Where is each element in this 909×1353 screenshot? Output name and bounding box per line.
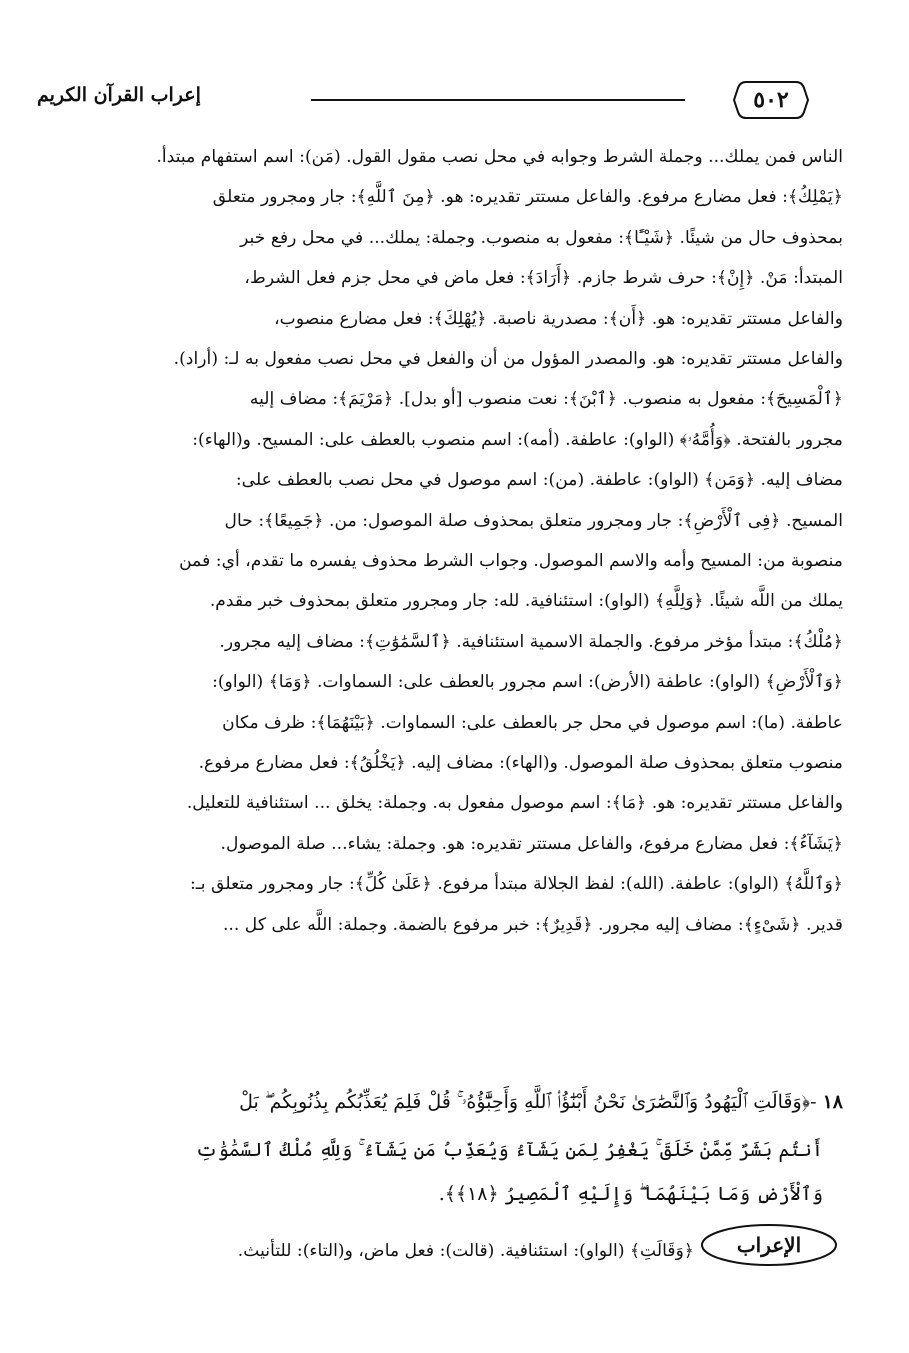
text-line: الناس فمن يملك... وجملة الشرط وجوابه في محل نصب مقول القول. (مَن): اسم استفهام مبتدأ. bbox=[157, 147, 844, 167]
verse-line bbox=[60, 1172, 824, 1216]
text-line: ﴿وَٱللَّهُ﴾ (الواو): عاطفة. (الله): لفظ الجلالة مبتدأ مرفوع. ﴿عَلَىٰ كُلِّ﴾: جار ومجرور متعلق بـ: bbox=[190, 874, 844, 895]
header-rule bbox=[312, 99, 686, 101]
text-line: المبتدأ: مَنْ. ﴿إِنْ﴾: حرف شرط جازم. ﴿أَرَادَ﴾: فعل ماض في محل جزم فعل الشرط، bbox=[245, 268, 844, 289]
verse-line bbox=[60, 1128, 824, 1172]
text-line: ﴿يَشَآءُ﴾: فعل مضارع مرفوع، والفاعل مستتر تقديره: هو. وجملة: يشاء... صلة الموصول. bbox=[221, 833, 844, 854]
verse-text: وَٱلْأَرْضِ وَمَا بَيْنَهُمَا ۖ وَإِلَيْهِ ٱلْمَصِيرُ ﴿١٨﴾﴾. bbox=[439, 1183, 824, 1205]
irab-heading: الإعراب bbox=[737, 1233, 803, 1257]
verse-number: ١٨ bbox=[823, 1091, 844, 1113]
verse-line bbox=[55, 1080, 844, 1124]
text-line: منصوبة من: المسيح وأمه والاسم الموصول. وجواب الشرط محذوف يفسره ما تقدم، أي: فمن bbox=[180, 551, 844, 571]
text-line: مضاف إليه. ﴿وَمَن﴾ (الواو): عاطفة. (من): اسم موصول في محل نصب بالعطف على: bbox=[236, 470, 844, 491]
page-number: ٥٠٢ bbox=[754, 87, 790, 113]
text-line: مجرور بالفتحة. ﴿وَأُمَّهُۥ﴾ (الواو): عاطفة. (أمه): اسم منصوب بالعطف على: المسيح. و(الهاء): bbox=[193, 429, 844, 450]
verse-text: أَنتُم بَشَرٌ مِّمَّنْ خَلَقَ ۚ يَغْفِرُ لِمَن يَشَآءُ وَيُعَذِّبُ مَن يَشَآءُ ۚ وَلِلَّهِ مُلْكُ ٱلسَّمَٰوَٰتِ bbox=[196, 1139, 824, 1161]
irab-text: ﴿وَقَالَتِ﴾ (الواو): استئنافية. (قالت): فعل ماض، و(التاء): للتأنيث. bbox=[238, 1241, 695, 1261]
text-line: ﴿مُلْكُ﴾: مبتدأ مؤخر مرفوع. والجملة الاسمية استئنافية. ﴿ٱلسَّمَٰوَٰتِ﴾: مضاف إليه مجرور. bbox=[220, 631, 844, 652]
text-line: منصوب متعلق بمحذوف صلة الموصول. و(الهاء): مضاف إليه. ﴿يَخْلُقُ﴾: فعل مضارع مرفوع. bbox=[199, 753, 844, 773]
text-line: المسيح. ﴿فِى ٱلْأَرْضِ﴾: جار ومجرور متعلق بمحذوف صلة الموصول: من. ﴿جَمِيعًا﴾: حال bbox=[225, 510, 844, 531]
text-line: والفاعل مستتر تقديره: هو. ﴿مَا﴾: اسم موصول مفعول به. وجملة: يخلق ... استئنافية للتعليل. bbox=[187, 793, 844, 814]
text-line: ﴿ٱلْمَسِيحَ﴾: مفعول به منصوب. ﴿ٱبْنَ﴾: نعت منصوب [أو بدل]. ﴿مَرْيَمَ﴾: مضاف إليه bbox=[250, 389, 844, 410]
text-line: والفاعل مستتر تقديره: هو. والمصدر المؤول من أن والفعل في محل نصب مفعول به لـ: (أراد). bbox=[174, 349, 844, 369]
text-line: يملك من اللَّه شيئًا. ﴿وَلِلَّهِ﴾ (الواو): استئنافية. لله: جار ومجرور متعلق بمحذوف خبر مقدم. bbox=[210, 591, 844, 612]
text-line: عاطفة. (ما): اسم موصول في محل جر بالعطف على: السماوات. ﴿بَيْنَهُمَا﴾: ظرف مكان bbox=[223, 712, 844, 733]
verse-text: -﴿وَقَالَتِ ٱلْيَهُودُ وَٱلنَّصَٰرَىٰ نَحْنُ أَبْنَٰٓؤُا۟ ٱللَّهِ وَأَحِبَّٰٓؤُهُۥ ۚ قُلْ فَلِمَ يُعَذِّبُكُم بِذُنُوبِكُم ۖ بَلْ bbox=[240, 1091, 818, 1113]
text-line: ﴿وَٱلْأَرْضِ﴾ (الواو): عاطفة (الأرض): اسم مجرور بالعطف على: السماوات. ﴿وَمَا﴾ (الواو): bbox=[213, 672, 844, 693]
text-line: قدير. ﴿شَىْءٍ﴾: مضاف إليه مجرور. ﴿قَدِيرٌ﴾: خبر مرفوع بالضمة. وجملة: اللَّه على كل ... bbox=[223, 914, 844, 935]
book-title: إعراب القرآن الكريم bbox=[38, 84, 202, 106]
text-line: بمحذوف حال من شيئًا. ﴿شَيْـًٔا﴾: مفعول به منصوب. وجملة: يملك... في محل رفع خبر bbox=[241, 227, 844, 248]
text-line: ﴿يَمْلِكُ﴾: فعل مضارع مرفوع. والفاعل مستتر تقديره: هو. ﴿مِنَ ٱللَّهِ﴾: جار ومجرور متعلق bbox=[213, 187, 844, 208]
text-line: والفاعل مستتر تقديره: هو. ﴿أَن﴾: مصدرية ناصبة. ﴿يُهْلِكَ﴾: فعل مضارع منصوب، bbox=[275, 308, 844, 329]
irab-heading-frame bbox=[700, 1221, 840, 1269]
page-number-frame bbox=[733, 80, 811, 120]
